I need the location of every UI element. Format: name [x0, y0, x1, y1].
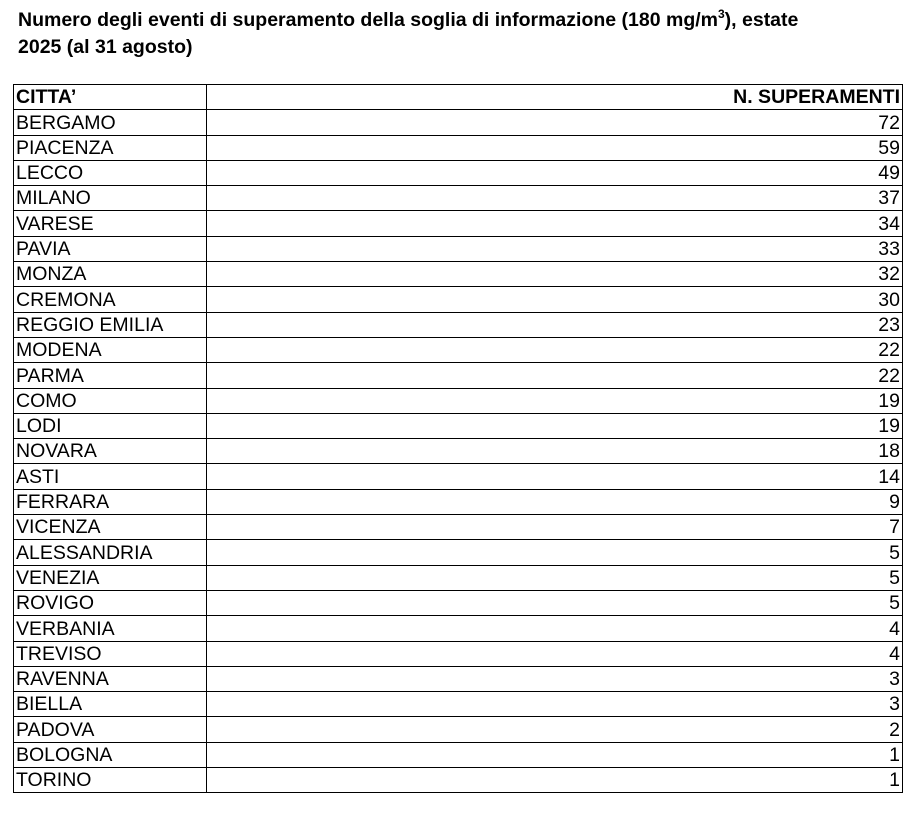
- city-cell: MONZA: [14, 262, 207, 287]
- city-cell: LODI: [14, 413, 207, 438]
- count-cell: 18: [207, 439, 903, 464]
- count-cell: 9: [207, 489, 903, 514]
- count-cell: 5: [207, 590, 903, 615]
- table-row: [14, 540, 903, 565]
- table-row: [14, 717, 903, 742]
- exceedances-table: [13, 84, 903, 793]
- table-row: [14, 211, 903, 236]
- count-cell: 22: [207, 337, 903, 362]
- table-row: [14, 312, 903, 337]
- count-cell: 2: [207, 717, 903, 742]
- count-cell: 4: [207, 616, 903, 641]
- count-cell: 37: [207, 186, 903, 211]
- table-row: [14, 186, 903, 211]
- count-cell: 14: [207, 464, 903, 489]
- count-cell: 72: [207, 110, 903, 135]
- city-cell: PARMA: [14, 363, 207, 388]
- table-row: [14, 742, 903, 767]
- table-row: [14, 464, 903, 489]
- city-cell: LECCO: [14, 160, 207, 185]
- count-cell: 49: [207, 160, 903, 185]
- table-row: [14, 287, 903, 312]
- city-cell: NOVARA: [14, 439, 207, 464]
- city-cell: VENEZIA: [14, 565, 207, 590]
- city-cell: RAVENNA: [14, 666, 207, 691]
- city-cell: TORINO: [14, 768, 207, 793]
- count-cell: 19: [207, 388, 903, 413]
- table-header-row: [14, 85, 903, 110]
- table-row: [14, 160, 903, 185]
- city-cell: VERBANIA: [14, 616, 207, 641]
- count-cell: 1: [207, 742, 903, 767]
- city-cell: BOLOGNA: [14, 742, 207, 767]
- table-row: [14, 388, 903, 413]
- count-cell: 4: [207, 641, 903, 666]
- count-cell: 23: [207, 312, 903, 337]
- table-row: [14, 666, 903, 691]
- city-cell: PAVIA: [14, 236, 207, 261]
- table-row: [14, 616, 903, 641]
- column-header-count: N. SUPERAMENTI: [207, 85, 903, 110]
- city-cell: ROVIGO: [14, 590, 207, 615]
- table-row: [14, 236, 903, 261]
- count-cell: 1: [207, 768, 903, 793]
- count-cell: 59: [207, 135, 903, 160]
- city-cell: PADOVA: [14, 717, 207, 742]
- city-cell: COMO: [14, 388, 207, 413]
- count-cell: 19: [207, 413, 903, 438]
- table-row: [14, 641, 903, 666]
- table-body: [14, 110, 903, 793]
- table-row: [14, 565, 903, 590]
- title-text-end: ), estate: [724, 9, 799, 31]
- title-text: Numero degli eventi di superamento della soglia di informazione (180 mg/m: [18, 9, 718, 31]
- count-cell: 3: [207, 666, 903, 691]
- table-row: [14, 337, 903, 362]
- count-cell: 34: [207, 211, 903, 236]
- city-cell: TREVISO: [14, 641, 207, 666]
- city-cell: MODENA: [14, 337, 207, 362]
- title-superscript: 3: [717, 6, 725, 21]
- table-row: [14, 590, 903, 615]
- table-row: [14, 110, 903, 135]
- city-cell: MILANO: [14, 186, 207, 211]
- table-row: [14, 363, 903, 388]
- city-cell: VICENZA: [14, 515, 207, 540]
- count-cell: 5: [207, 540, 903, 565]
- count-cell: 5: [207, 565, 903, 590]
- city-cell: REGGIO EMILIA: [14, 312, 207, 337]
- table-row: [14, 489, 903, 514]
- title-line-2: 2025 (al 31 agosto): [18, 36, 193, 58]
- city-cell: VARESE: [14, 211, 207, 236]
- page-title: [18, 7, 913, 61]
- count-cell: 7: [207, 515, 903, 540]
- column-header-city: CITTA’: [14, 85, 207, 110]
- count-cell: 33: [207, 236, 903, 261]
- count-cell: 30: [207, 287, 903, 312]
- city-cell: ASTI: [14, 464, 207, 489]
- table-row: [14, 413, 903, 438]
- count-cell: 32: [207, 262, 903, 287]
- city-cell: BIELLA: [14, 692, 207, 717]
- table-row: [14, 692, 903, 717]
- table-row: [14, 768, 903, 793]
- city-cell: BERGAMO: [14, 110, 207, 135]
- city-cell: ALESSANDRIA: [14, 540, 207, 565]
- city-cell: FERRARA: [14, 489, 207, 514]
- table-row: [14, 135, 903, 160]
- city-cell: CREMONA: [14, 287, 207, 312]
- count-cell: 22: [207, 363, 903, 388]
- table-row: [14, 262, 903, 287]
- count-cell: 3: [207, 692, 903, 717]
- table-row: [14, 515, 903, 540]
- city-cell: PIACENZA: [14, 135, 207, 160]
- table-row: [14, 439, 903, 464]
